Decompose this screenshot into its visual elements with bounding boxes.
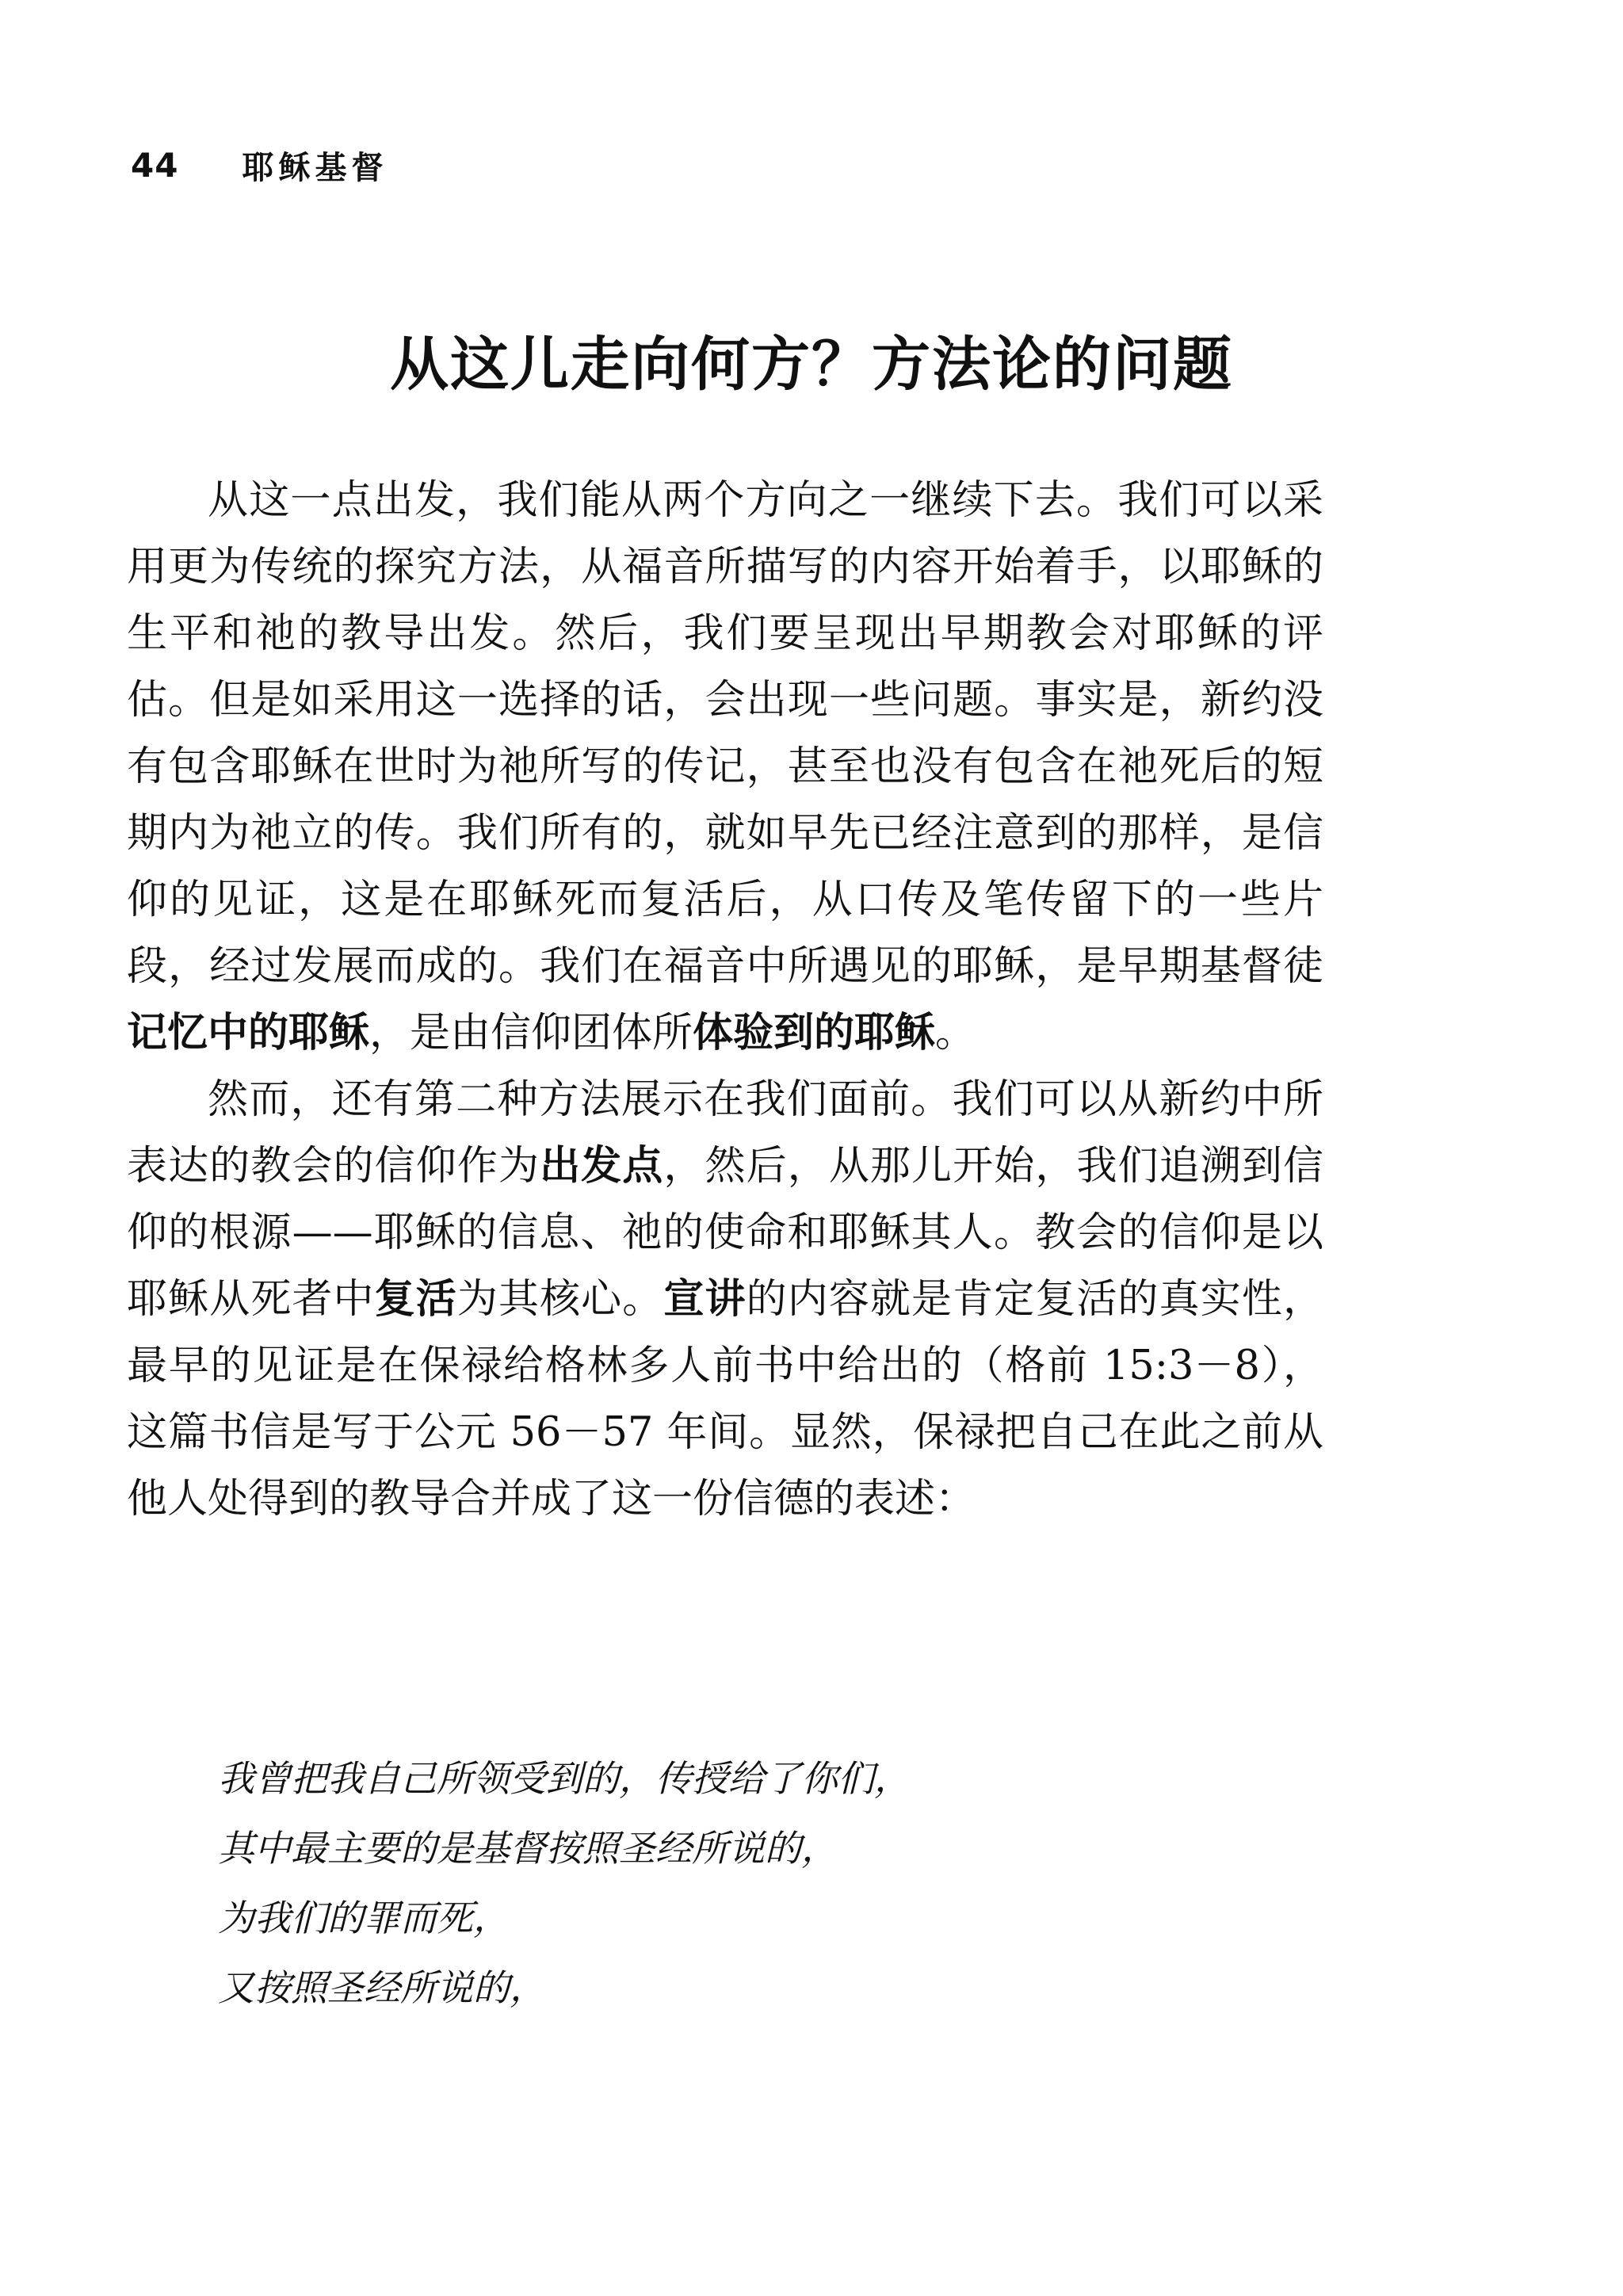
body-text [127,468,1323,1533]
paragraph-1-bold-1: 记忆中的耶稣 [127,1010,370,1056]
paragraph-2-text-4: 的内容就是肯定复活的真实性，最早的见证是在保禄给格林多人前书中给出的（格前 15:3－8），这篇书信是写于公元 56－57 年间。显然，保禄把自己在此之前从他人处得到的教导合并成了这一份信德的表述： [127,1276,1323,1522]
paragraph-1-bold-2: 体验到的耶稣 [693,1010,936,1056]
paragraph-1-text-2: ，是由信仰团体所 [369,1010,693,1056]
running-title: 耶稣基督 [242,148,388,186]
paragraph-2-bold-2: 复活 [374,1276,457,1323]
quote-line: 我曾把我自己所领受到的，传授给了你们， [218,1757,911,1800]
running-header [131,141,388,189]
page-number: 44 [131,145,179,185]
paragraph-1 [127,468,1323,1067]
paragraph-2-text-1: 然而，还有第二种方法展示在我们面前。我们可以从新约中所表达的教会的信仰作为 [127,1076,1323,1190]
quote-line: 为我们的罪而死， [218,1897,510,1939]
quote-line: 又按照圣经所说的， [218,1966,546,2009]
paragraph-2-bold-3: 宣讲 [663,1276,747,1323]
paragraph-2-bold-1: 出发点 [540,1143,664,1190]
paragraph-2-text-3: 为其核心。 [456,1276,664,1323]
quote-line: 其中最主要的是基督按照圣经所说的， [218,1827,838,1870]
paragraph-2 [127,1067,1323,1533]
paragraph-2-text-2: ，然后，从那儿开始，我们追溯到信仰的根源——耶稣的信息、祂的使命和耶稣其人。教会的信仰是以耶稣从死者中 [127,1143,1323,1323]
scripture-quote [218,1744,1327,2023]
paragraph-1-text-1: 从这一点出发，我们能从两个方向之一继续下去。我们可以采用更为传统的探究方法，从福音所描写的内容开始着手，以耶稣的生平和祂的教导出发。然后，我们要呈现出早期教会对耶稣的评估。但是如采用这一选择的话，会出现一些问题。事实是，新约没有包含耶稣在世时为祂所写的传记，甚至也没有包含在祂死后的短期内为祂立的传。我们所有的，就如早先已经注意到的那样，是信仰的见证，这是在耶稣死而复活后，从口传及笔传留下的一些片段，经过发展而成的。我们在福音中所遇见的耶稣，是早期基督徒 [127,477,1323,990]
paragraph-1-text-3: 。 [935,1010,976,1056]
section-title: 从这儿走向何方？方法论的问题 [390,330,1233,399]
